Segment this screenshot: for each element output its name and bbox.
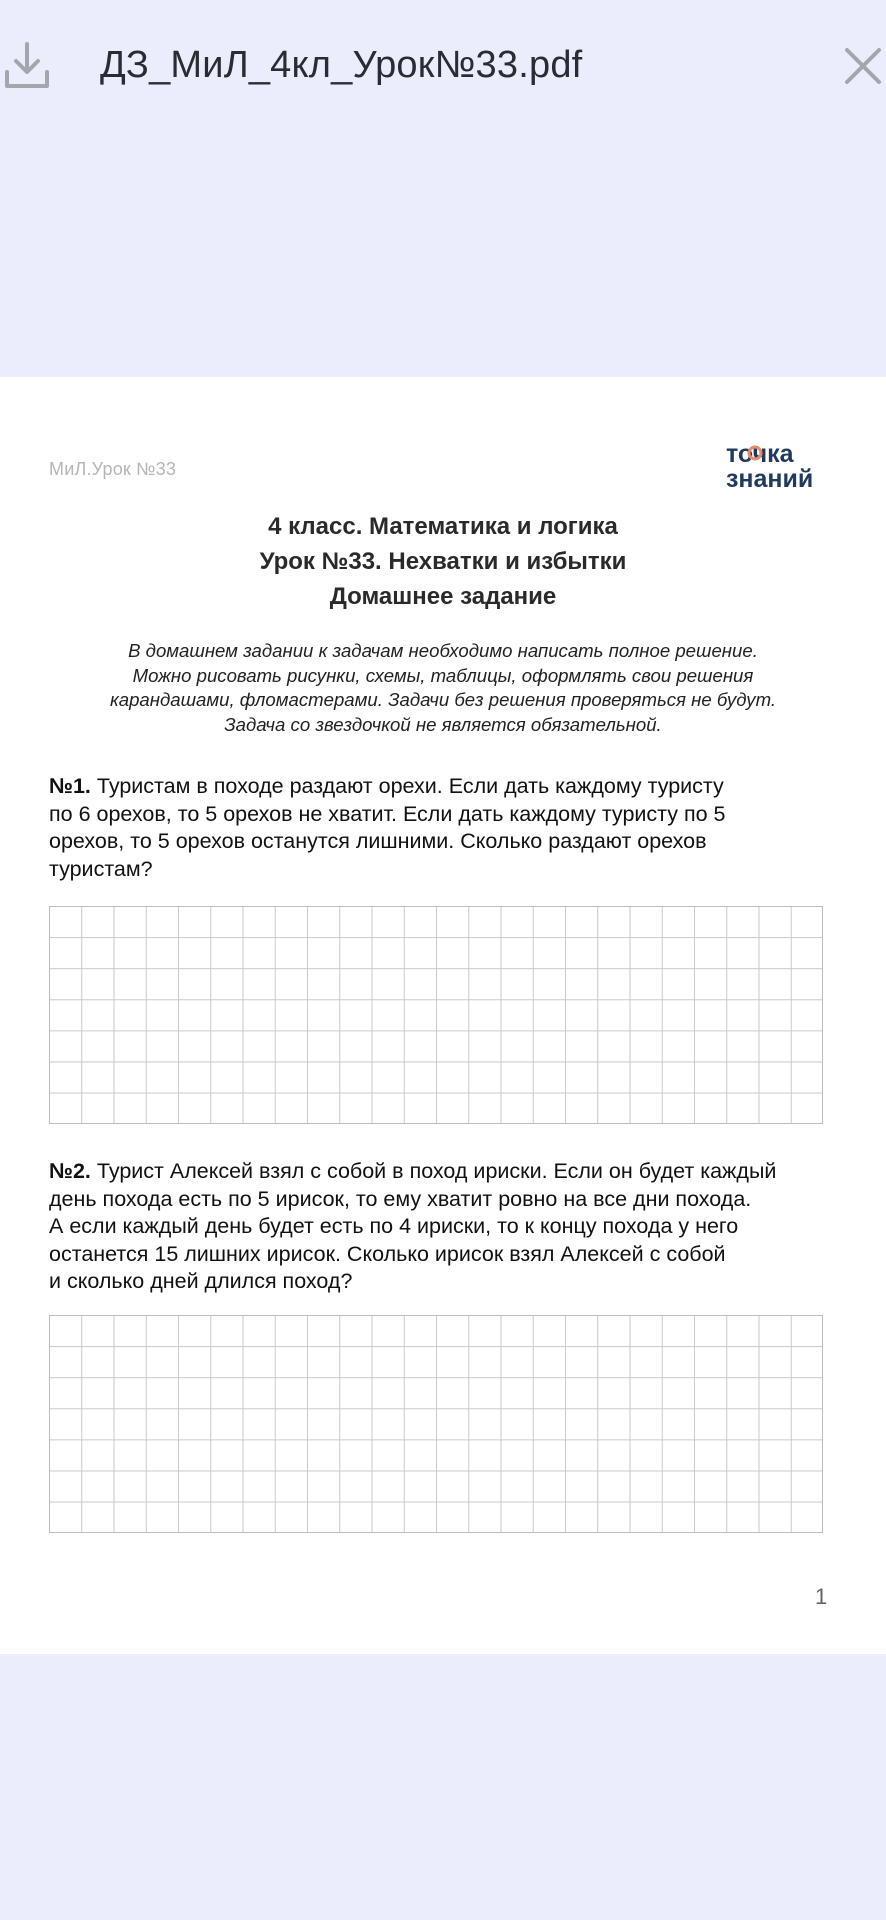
task-line: А если каждый день будет есть по 4 ириски, то к концу похода у него xyxy=(49,1214,739,1239)
download-button[interactable] xyxy=(2,40,52,92)
task-number: №1. xyxy=(49,774,91,798)
page-number: 1 xyxy=(815,1584,828,1609)
task-2 xyxy=(49,1158,839,1296)
file-name-title: ДЗ_МиЛ_4кл_Урок№33.pdf xyxy=(100,44,583,86)
title-line: 4 класс. Математика и логика xyxy=(268,513,618,540)
task-line: туристам? xyxy=(49,856,153,881)
intro-line: карандашами, фломастерами. Задачи без решения проверяться не будут. xyxy=(109,689,777,711)
instructions-text xyxy=(0,639,886,737)
answer-grid-task-2[interactable] xyxy=(49,1315,823,1533)
close-button[interactable] xyxy=(843,46,883,86)
task-line: день похода есть по 5 ирисок, то ему хватит ровно на все дни похода. xyxy=(49,1186,752,1211)
pdf-page xyxy=(0,377,886,1654)
title-line: Домашнее задание xyxy=(329,583,557,610)
intro-line: Задача со звездочкой не является обязательной. xyxy=(224,713,662,735)
tochka-znaniy-logo xyxy=(724,437,844,497)
task-number: №2. xyxy=(49,1159,91,1183)
svg-text:знаний: знаний xyxy=(726,465,814,493)
task-1 xyxy=(49,773,839,883)
task-text: Туристам в походе раздают орехи. Если дать каждому туристу xyxy=(96,774,724,798)
download-icon xyxy=(2,40,52,92)
task-line xyxy=(49,1158,839,1186)
task-text: Турист Алексей взял с собой в поход ириски. Если он будет каждый xyxy=(96,1159,777,1183)
document-title xyxy=(0,509,886,614)
close-icon xyxy=(843,46,883,86)
lesson-code: МиЛ.Урок №33 xyxy=(49,459,177,479)
task-line: и сколько дней длился поход? xyxy=(49,1269,353,1294)
task-line: останется 15 лишних ирисок. Сколько ирисок взял Алексей с собой xyxy=(49,1241,726,1266)
intro-line: В домашнем задании к задачам необходимо написать полное решение. xyxy=(128,640,758,661)
intro-line: Можно рисовать рисунки, схемы, таблицы, оформлять свои решения xyxy=(132,664,754,686)
viewer-header xyxy=(0,0,886,140)
answer-grid-task-1[interactable] xyxy=(49,906,823,1124)
title-line: Урок №33. Нехватки и избытки xyxy=(259,548,627,575)
svg-text:точка: точка xyxy=(726,440,794,468)
task-line: по 6 орехов, то 5 орехов не хватит. Если дать каждому туристу по 5 xyxy=(49,801,726,826)
task-line xyxy=(49,773,839,801)
task-line: орехов, то 5 орехов останутся лишними. Сколько раздают орехов xyxy=(49,829,707,854)
